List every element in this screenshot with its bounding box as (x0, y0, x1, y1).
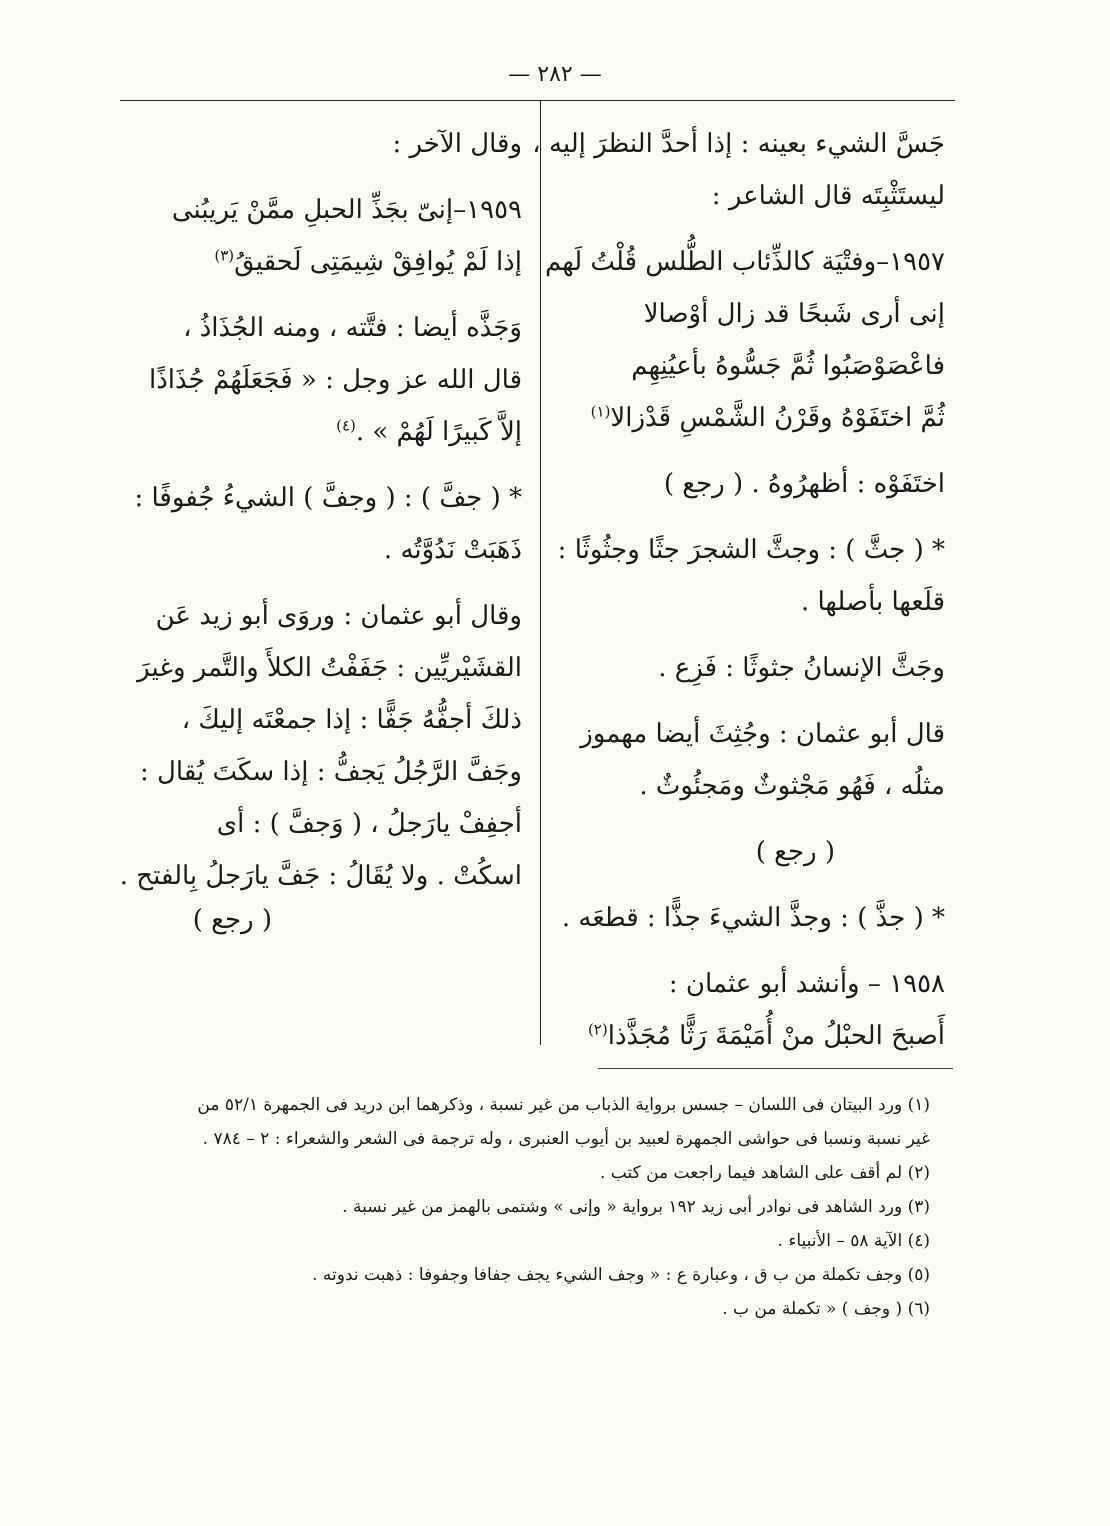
text-line: وجَفَّ الرَّجُلُ يَجفُّ : إذا سكَتَ يُقال : (139, 757, 522, 787)
text-line: قال الله عز وجل : « فَجَعَلَهُمْ جُذَاذًا (148, 365, 522, 395)
footnote-ref: (٤) (336, 416, 356, 435)
text-line: ليستَثْبِتَه قال الشاعر : (711, 181, 945, 211)
verse-line: إنى أرى شَبحًا قد زال أوْصالا (643, 299, 945, 329)
left-column (119, 118, 522, 938)
footnote-ref: (٣) (214, 246, 235, 265)
text-line: القشَيْريِّين : جَفَفْتُ الكلأَ والتَّمر وغيرَ (137, 653, 522, 683)
column-divider (540, 100, 541, 1045)
page-number: — ٢٨٢ — (508, 62, 602, 87)
entry-heading: * ( جذَّ ) : وجذَّ الشيءَ جذًّا : قطعَه . (561, 903, 945, 933)
text-line: مثلُه ، فَهُو مَجْثوثٌ ومَجئُوثٌ . (639, 771, 945, 801)
verse-line: إذا لَمْ يُوافِقْ شِيمَتِى لَحقيقُ$^{(٣)}$ (214, 246, 522, 277)
verse-line: أَصبحَ الحبْلُ منْ أُمَيْمَةَ رَثًّا مُجَذَّذا$^{(٢)}$ (587, 1020, 945, 1051)
text-line: وقال أبو عثمان : وروَى أبو زيد عَن (155, 601, 522, 631)
footnote-3: (٣) ورد الشاهد فى نوادر أبى زيد ١٩٢ برواية « وإنى » وشتمى بالهمز من غير نسبة . (342, 1197, 930, 1217)
text-line: قال أبو عثمان : وجُثِثَ أيضا مهموز (580, 719, 945, 749)
footnote-6: (٦) ( وجف ) « تكملة من ب . (722, 1299, 930, 1319)
return-marker: ( رجع ) (755, 837, 835, 867)
footnote-ref: (٢) (587, 1020, 608, 1039)
footnote-5: (٥) وجف تكملة من ب ق ، وعبارة ع : « وجف الشيء يجف جفافا وجفوفا : ذهبت ندوته . (312, 1265, 930, 1285)
footnote-rule (598, 1068, 953, 1069)
entry-heading: * ( جثَّ ) : وجثَّ الشجرَ جثًا وجثُوثًا : (557, 535, 945, 565)
return-marker: ( رجع ) (192, 905, 272, 935)
verse-line: ١٩٥٧–وفتْيَة كالذِّئاب الطُّلس قُلْتُ لَهم (544, 247, 945, 277)
text-line: قلَعها بأصلها . (800, 587, 945, 617)
text-line: وجَثَّ الإنسانُ جثوثًا : فَزِع . (658, 653, 945, 683)
text-line: إلاَّ كَبيرًا لَهُمْ » .$^{(٤)}$ (336, 416, 522, 447)
verse-line: ١٩٥٩–إنىّ بجَذِّ الحبلِ ممَّنْ يَريبُنى (171, 195, 522, 225)
entry-heading: * ( جفَّ ) : ( وجفَّ ) الشيءُ جُفوفًا : (134, 483, 522, 513)
footnotes (150, 1088, 930, 1326)
text-line: وقال الآخر : (392, 129, 522, 159)
text-line: اسكُتْ . ولا يُقَالُ : جَفَّ يارَجلُ بِالفتح . (119, 861, 522, 891)
text-line: ذلكَ أجفُّهُ جَفًّا : إذا جمعْتَه إليكَ ، (181, 705, 522, 735)
text-line: أجفِفْ يارَجلُ ، ( وَجفَّ ) : أى (216, 809, 522, 839)
footnote-1: (١) ورد البيتان فى اللسان – جسس برواية الذباب من غير نسبة ، وذكرهما ابن دريد فى الجمهرة ٥٢/١ من (197, 1095, 930, 1115)
footnote-2: (٢) لم أقف على الشاهد فيما راجعت من كتب . (599, 1163, 930, 1183)
text-line: ١٩٥٨ – وأنشد أبو عثمان : (668, 969, 945, 999)
verse-line: ثُمَّ اختَفَوْهُ وقَرْنُ الشَّمْسِ قَدْزالا$^{(١)}$ (590, 402, 945, 433)
text-line: وَجَذَّه أيضا : فتَّته ، ومنه الجُذَاذُ ، (183, 313, 522, 343)
footnote-1-cont: غير نسبة ونسبا فى حواشى الجمهرة لعبيد بن أيوب العنبرى ، وله ترجمة فى الشعر والشعراء : ٢ – ٧٨٤ . (202, 1129, 930, 1149)
text-line: جَسَّ الشيء بعينه : إذا أحدَّ النظرَ إليه ، (532, 129, 945, 159)
footnote-4: (٤) الآية ٥٨ – الأنبياء . (777, 1231, 930, 1251)
footnote-ref: (١) (590, 402, 611, 421)
verse-line: فاعْصَوْصَبُوا ثُمَّ جَسُّوهُ بأعيُنِهِم (631, 351, 945, 381)
header-rule (120, 100, 955, 101)
text-line: ذَهَبَتْ نَدُوَّتُه . (383, 535, 522, 565)
right-column (532, 118, 945, 1062)
text-line: اختَفَوْه : أظهرُوهُ . ( رجع ) (663, 469, 945, 499)
